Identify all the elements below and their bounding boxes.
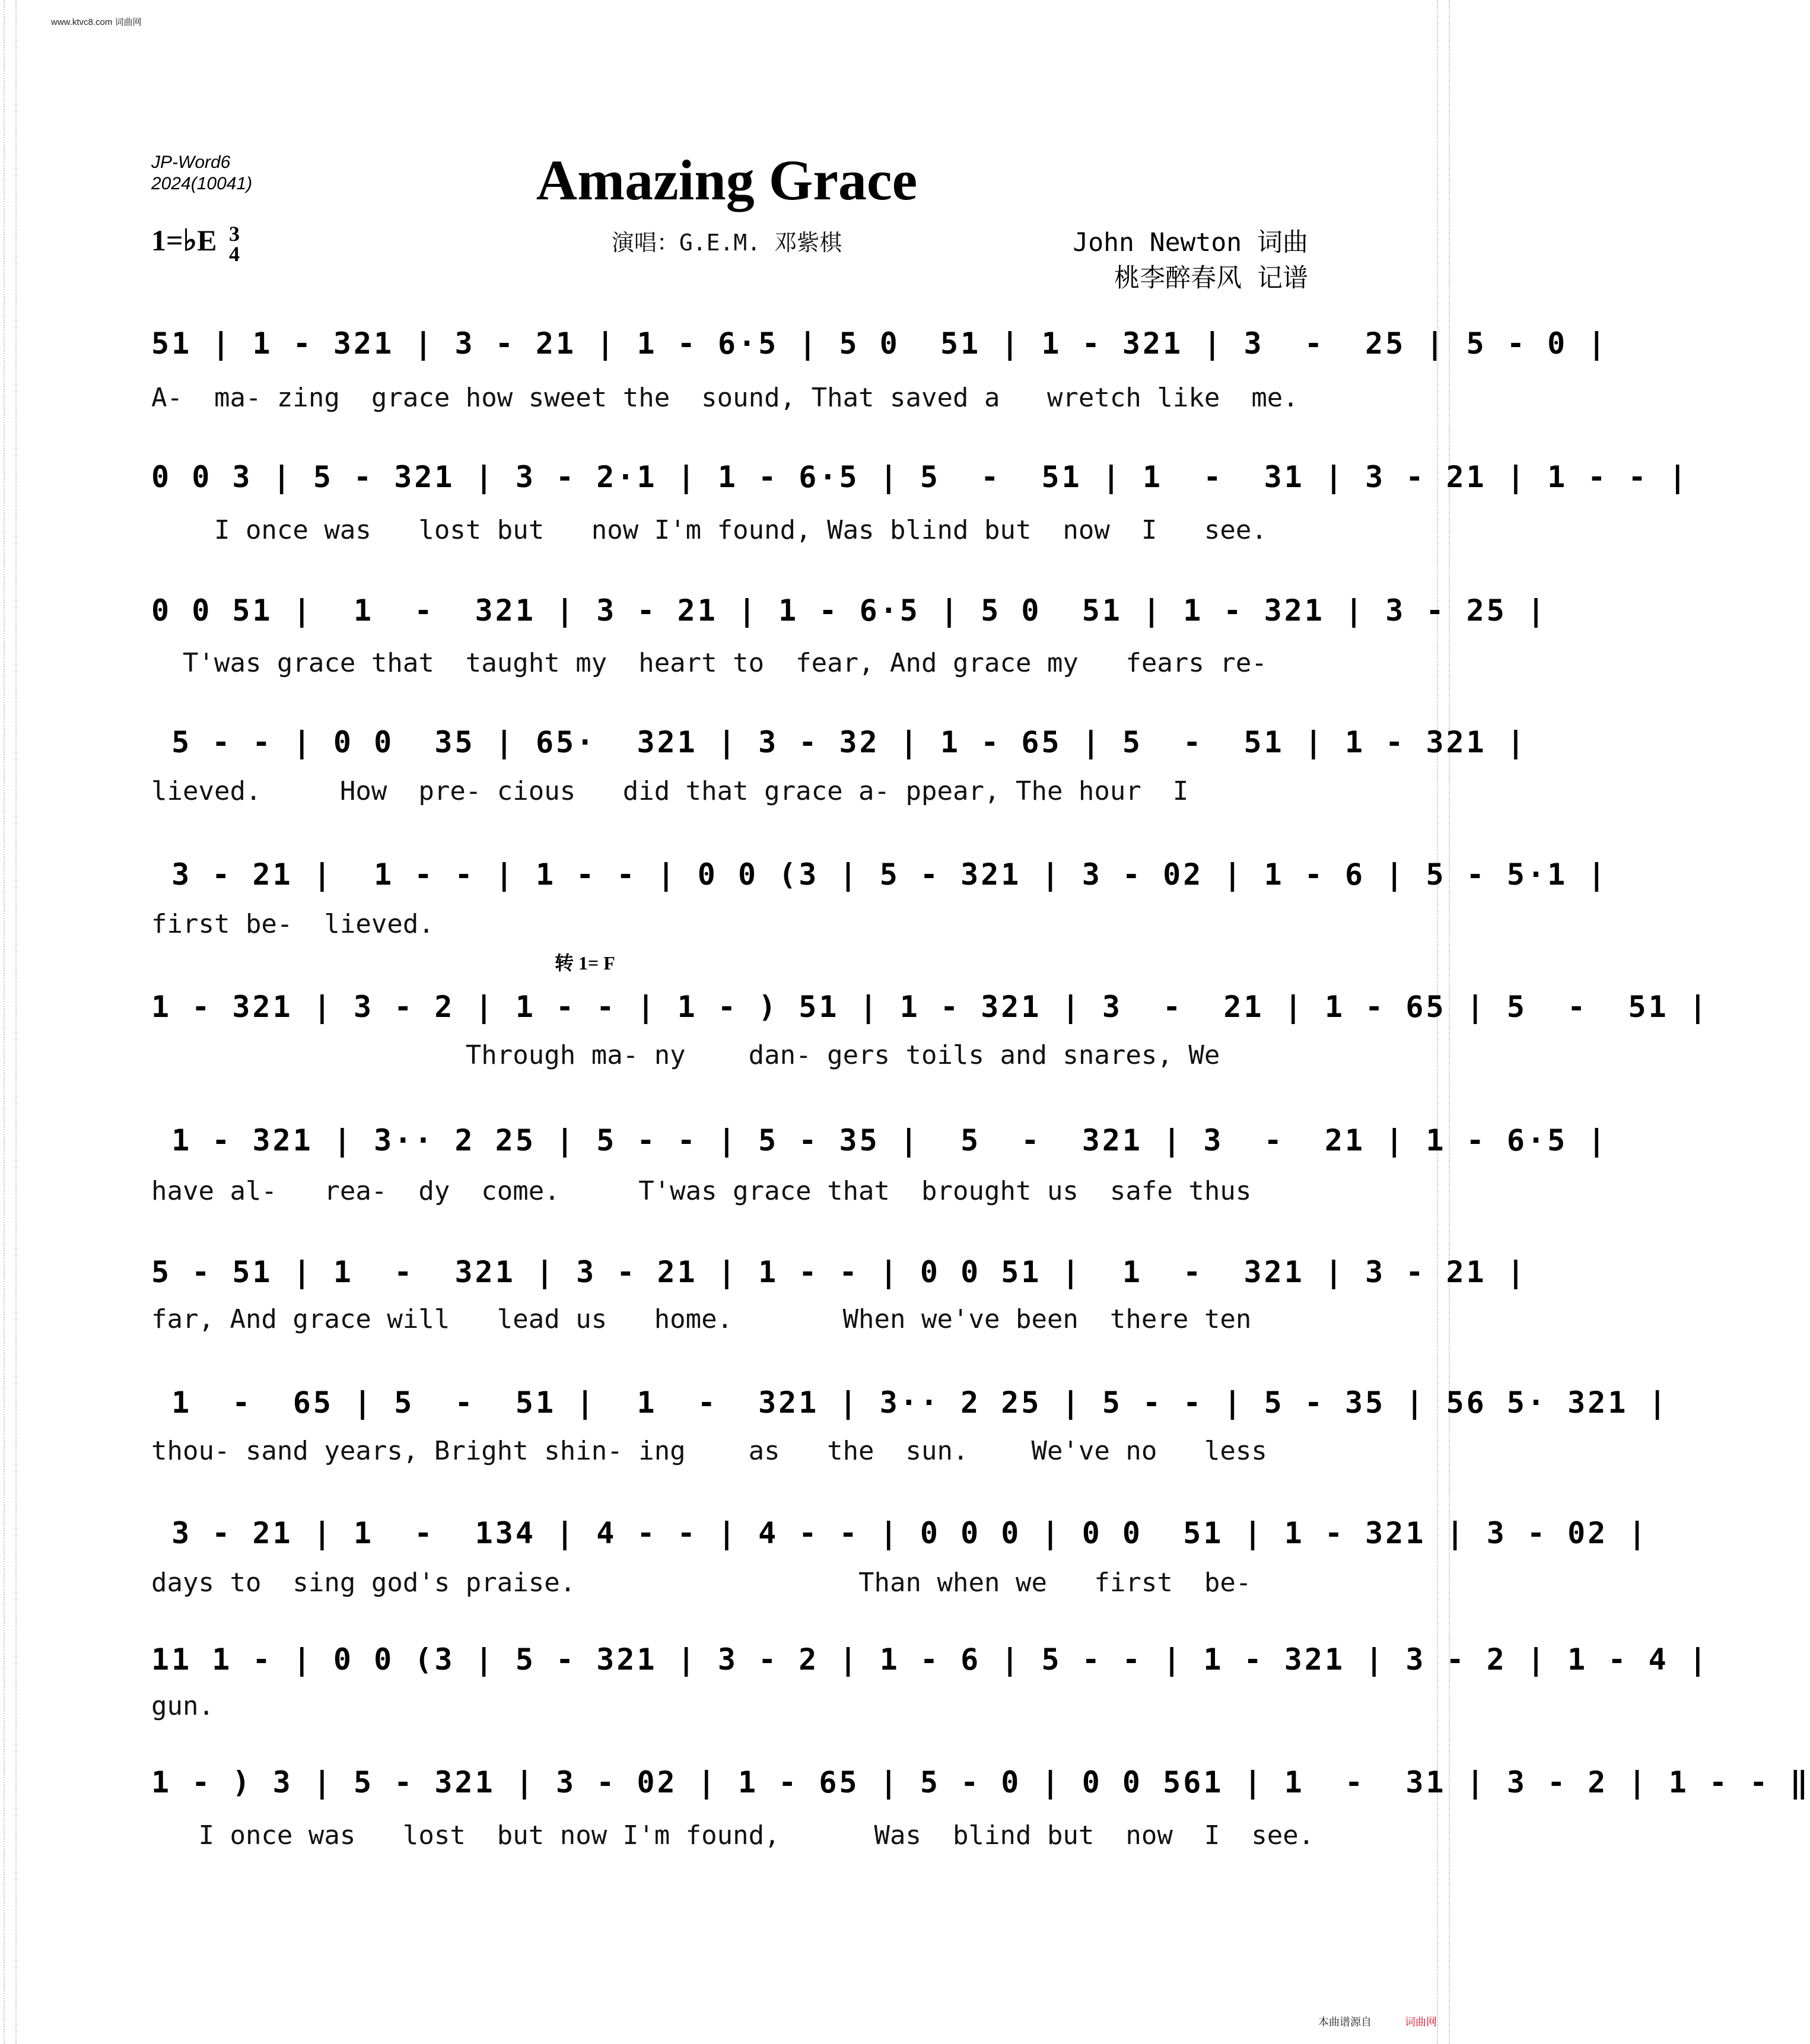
notation-line-5: 3 - 21 | 1 - - | 1 - - | 0 0 (3 | 5 - 321 | 3 - 02 | 1 - 6 | 5 - 5·1 | bbox=[151, 857, 1608, 892]
time-signature bbox=[228, 221, 240, 266]
time-signature-top: 3 bbox=[228, 221, 240, 246]
footer-source: 本曲谱源自 bbox=[1318, 2016, 1372, 2028]
lyric-line-8: far, And grace will lead us home. When we've been there ten bbox=[151, 1304, 1252, 1334]
key-signature bbox=[151, 223, 240, 264]
time-signature-bottom: 4 bbox=[228, 241, 240, 266]
footer-brand-logo[interactable]: 词曲网 bbox=[1405, 2016, 1437, 2028]
notation-line-3: 0 0 51 | 1 - 321 | 3 - 21 | 1 - 6·5 | 5 0 51 | 1 - 321 | 3 - 25 | bbox=[151, 593, 1548, 628]
lyric-line-10: days to sing god's praise. Than when we first be- bbox=[151, 1568, 1252, 1598]
lyric-line-2: I once was lost but now I'm found, Was blind but now I see. bbox=[151, 515, 1267, 545]
performer-credit: 演唱：G.E.M. 邓紫棋 bbox=[611, 230, 842, 256]
notation-line-4: 5 - - | 0 0 35 | 65· 321 | 3 - 32 | 1 - 65 | 5 - 51 | 1 - 321 | bbox=[151, 725, 1527, 759]
lyric-line-9: thou- sand years, Bright shin- ing as the sun. We've no less bbox=[151, 1436, 1267, 1466]
notation-line-12: 1 - ) 3 | 5 - 321 | 3 - 02 | 1 - 65 | 5 - 0 | 0 0 561 | 1 - 31 | 3 - 2 | 1 - - ‖ bbox=[151, 1765, 1810, 1800]
lyric-line-11: gun. bbox=[151, 1691, 214, 1721]
notation-line-10: 3 - 21 | 1 - 134 | 4 - - | 4 - - | 0 0 0 | 0 0 51 | 1 - 321 | 3 - 02 | bbox=[151, 1516, 1649, 1550]
song-title: Amazing Grace bbox=[536, 148, 918, 212]
notation-line-1: 51 | 1 - 321 | 3 - 21 | 1 - 6·5 | 5 0 51 | 1 - 321 | 3 - 25 | 5 - 0 | bbox=[151, 326, 1608, 361]
lyric-line-4: lieved. How pre- cious did that grace a- ppear, The hour I bbox=[151, 776, 1189, 806]
notation-line-2: 0 0 3 | 5 - 321 | 3 - 2·1 | 1 - 6·5 | 5 - 51 | 1 - 31 | 3 - 21 | 1 - - | bbox=[151, 460, 1689, 494]
lyric-line-3: T'was grace that taught my heart to fear, And grace my fears re- bbox=[151, 648, 1267, 678]
notation-line-8: 5 - 51 | 1 - 321 | 3 - 21 | 1 - - | 0 0 51 | 1 - 321 | 3 - 21 | bbox=[151, 1255, 1527, 1289]
lyric-line-6: Through ma- ny dan- gers toils and snares, We bbox=[151, 1040, 1220, 1070]
lyric-line-1: A- ma- zing grace how sweet the sound, That saved a wretch like me. bbox=[151, 383, 1299, 413]
site-url[interactable]: www.ktvc8.com 词曲网 bbox=[51, 17, 142, 27]
lyric-line-12: I once was lost but now I'm found, Was blind but now I see. bbox=[151, 1820, 1315, 1851]
transcriber-credit: 桃李醉春风 记谱 bbox=[1114, 263, 1308, 293]
edition-label: 2024(10041) bbox=[151, 174, 253, 193]
composer-credit: John Newton 词曲 bbox=[1073, 228, 1308, 258]
notation-line-6: 1 - 321 | 3 - 2 | 1 - - | 1 - ) 51 | 1 - 321 | 3 - 21 | 1 - 65 | 5 - 51 | bbox=[151, 990, 1709, 1024]
lyric-line-5: first be- lieved. bbox=[151, 909, 434, 939]
software-label: JP-Word6 bbox=[151, 152, 231, 172]
notation-line-9: 1 - 65 | 5 - 51 | 1 - 321 | 3·· 2 25 | 5 - - | 5 - 35 | 56 5· 321 | bbox=[151, 1385, 1669, 1420]
lyric-line-7: have al- rea- dy come. T'was grace that brought us safe thus bbox=[151, 1176, 1252, 1206]
notation-line-11: 11 1 - | 0 0 (3 | 5 - 321 | 3 - 2 | 1 - 6 | 5 - - | 1 - 321 | 3 - 2 | 1 - 4 | bbox=[151, 1642, 1709, 1677]
left-page-edge bbox=[4, 0, 17, 2044]
key-label: 1=♭E bbox=[151, 224, 217, 257]
key-change-marker: 转 1= F bbox=[555, 952, 615, 974]
notation-line-7: 1 - 321 | 3·· 2 25 | 5 - - | 5 - 35 | 5 - 321 | 3 - 21 | 1 - 6·5 | bbox=[151, 1123, 1608, 1158]
